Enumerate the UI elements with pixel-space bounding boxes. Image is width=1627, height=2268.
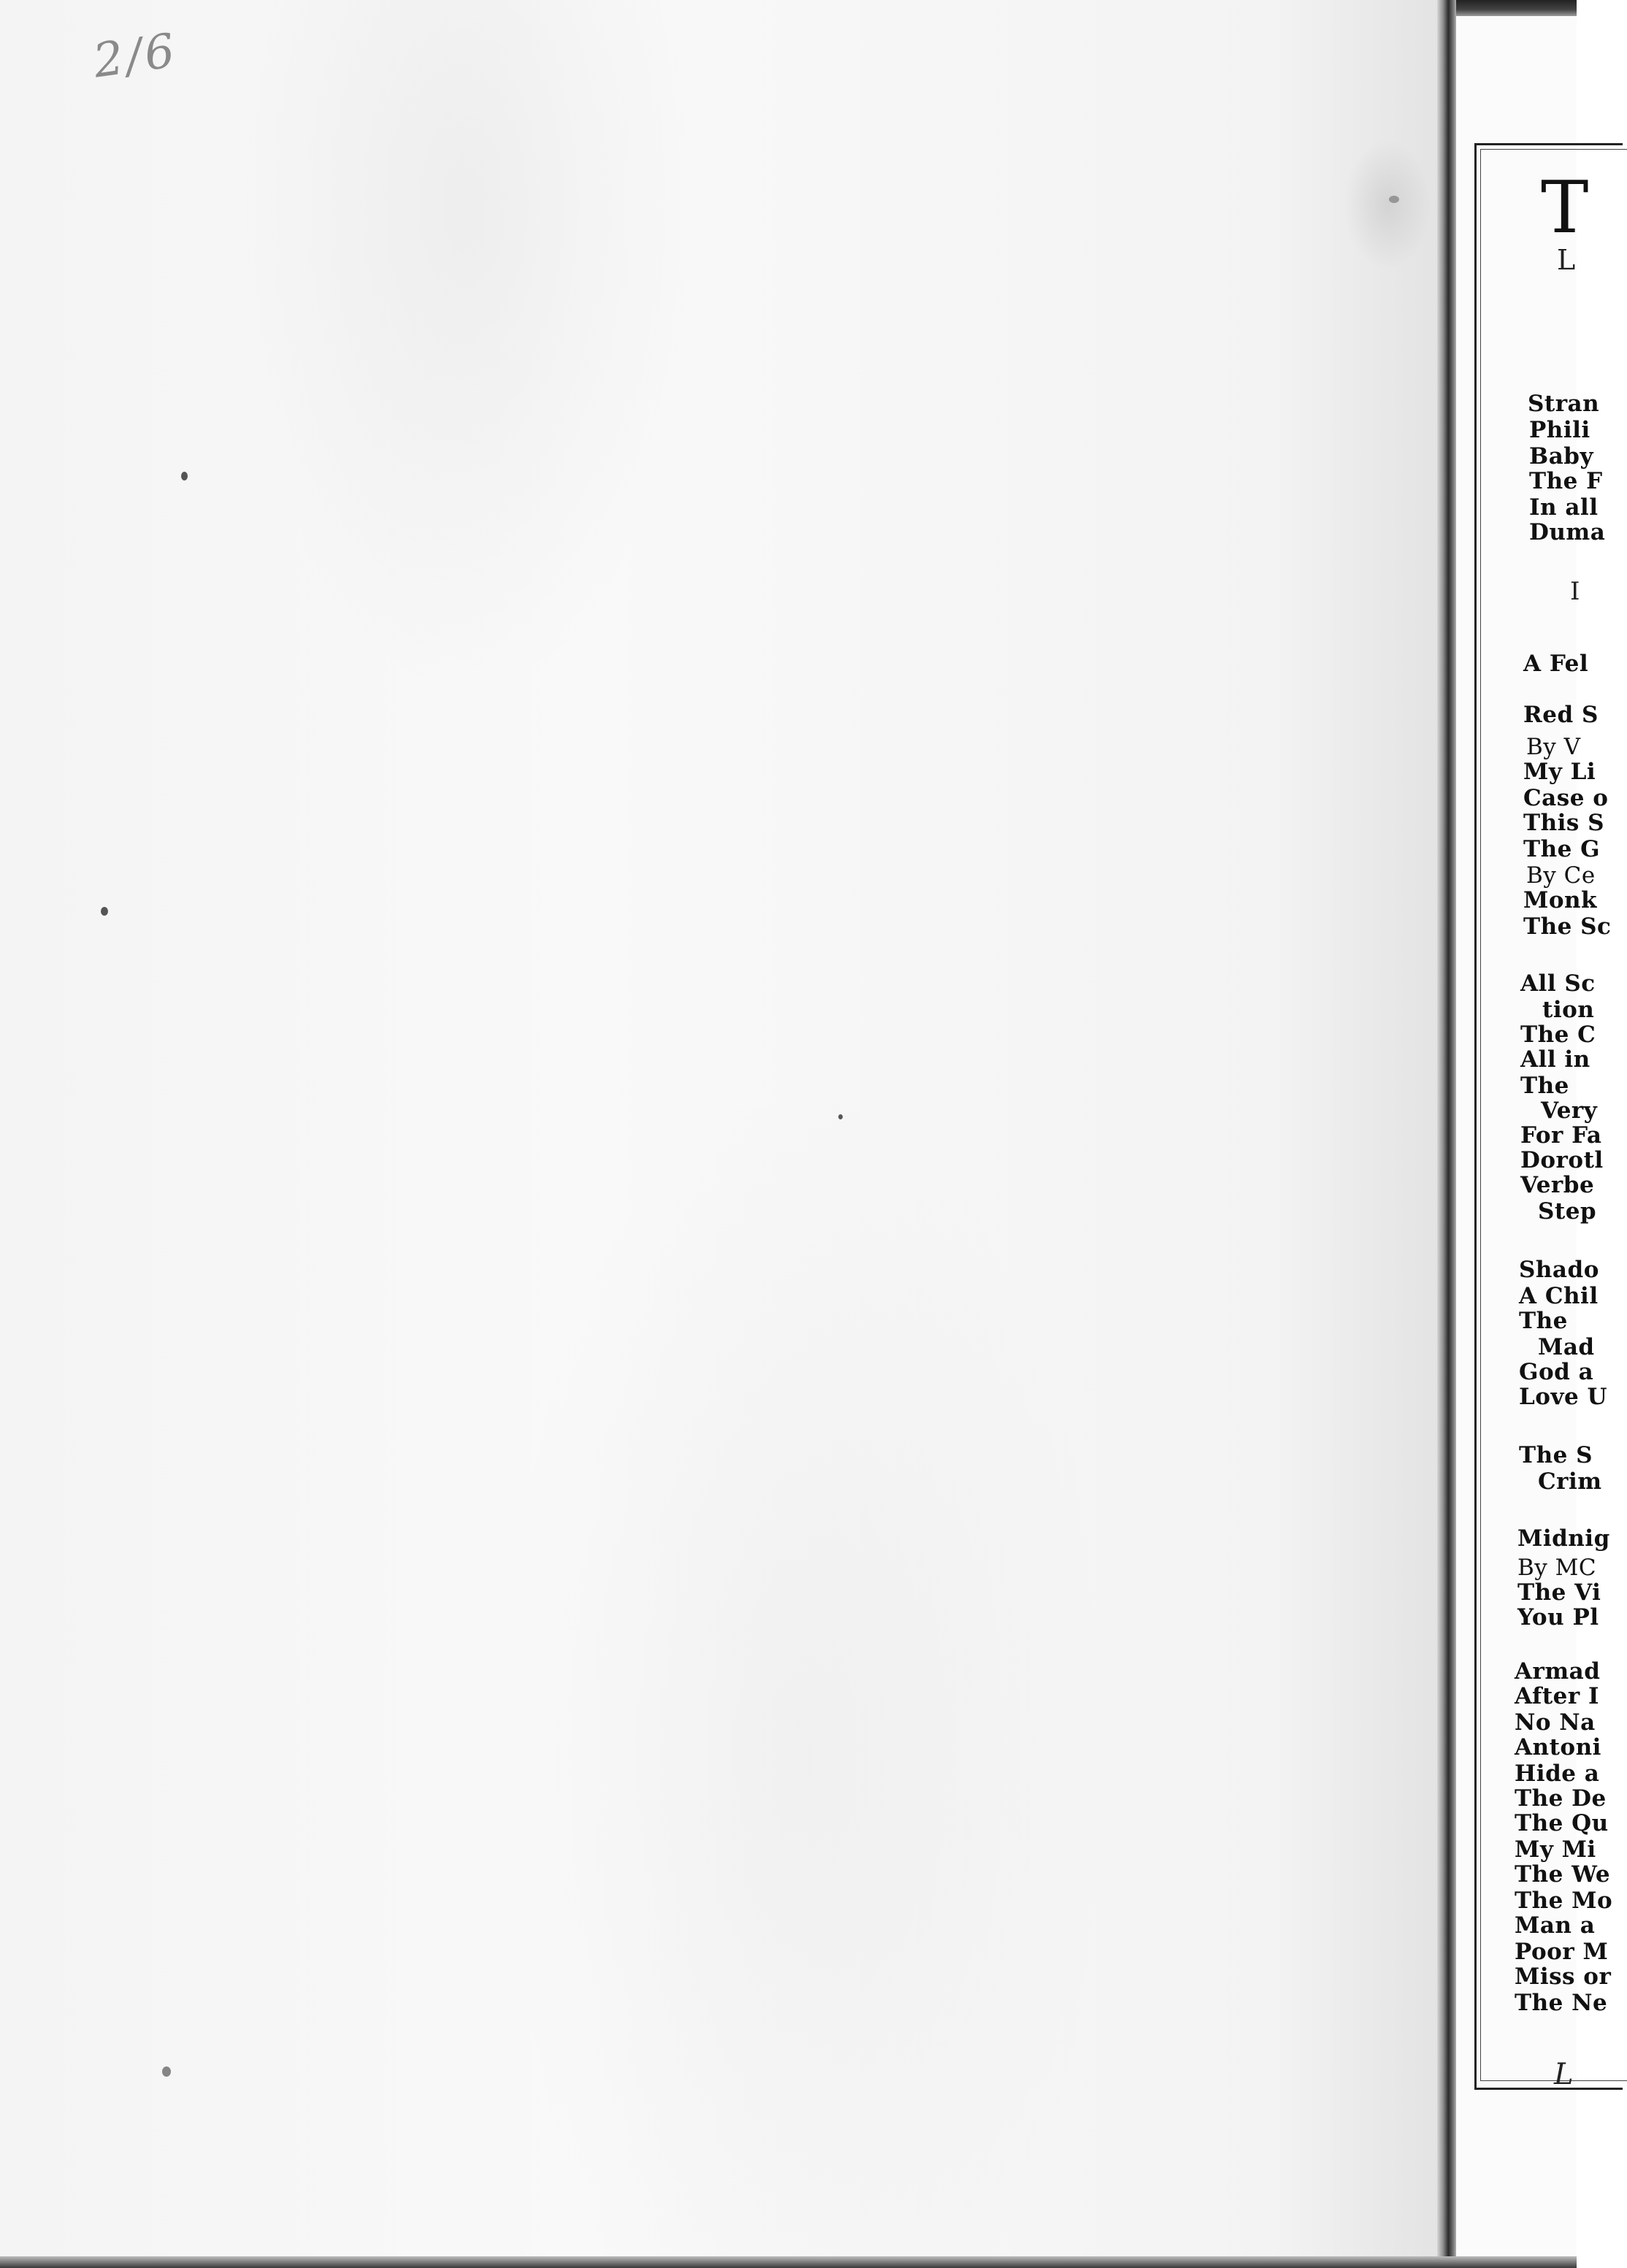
book-title-entry: All Sc [1520,970,1596,997]
book-title-entry: God a [1519,1359,1594,1385]
book-title-entry: This S [1523,810,1605,836]
book-title-entry: In all [1529,494,1599,521]
book-title-entry: Love U [1519,1384,1608,1410]
book-title-entry: A Fel [1523,651,1589,677]
book-title-entry: By V [1526,734,1581,760]
book-title-entry: All in [1520,1046,1590,1073]
book-title-entry: The Vi [1517,1579,1601,1606]
book-title-entry: You Pl [1517,1604,1599,1631]
book-title-entry: Shado [1519,1257,1599,1283]
book-title-entry: No Na [1515,1709,1596,1736]
book-title-entry: The C [1520,1022,1596,1048]
book-title-entry: Duma [1529,519,1606,545]
book-title-entry: For Fa [1520,1122,1602,1149]
book-title-entry: Midnig [1517,1525,1610,1552]
book-title-entry: The F [1529,468,1603,494]
book-title-entry: Mad [1538,1334,1595,1360]
book-title-entry: Dorotl [1520,1147,1604,1173]
book-title-entry: The [1520,1073,1569,1099]
book-title-entry: The We [1515,1861,1611,1888]
book-title-entry: The [1519,1308,1568,1334]
book-title-entry: The S [1519,1442,1593,1468]
book-title-entry: Miss or [1515,1964,1612,1990]
book-title-entry: Hide a [1515,1761,1600,1787]
book-gutter [1437,0,1458,2268]
book-title-entry: tion [1542,997,1595,1023]
handwritten-shelf-mark: 2/6 [90,23,181,89]
paper-speck [101,907,108,916]
book-title-entry: Phili [1529,417,1590,443]
paper-speck [1389,196,1399,203]
book-title-entry: The Qu [1515,1810,1609,1836]
book-title-entry: My Mi [1515,1836,1596,1863]
book-title-entry: Very [1541,1097,1598,1124]
page-bottom-edge [0,2256,1577,2268]
book-title-entry: The Ne [1515,1990,1608,2016]
book-title-entry: The Mo [1515,1888,1613,1914]
book-title-entry: The De [1515,1785,1607,1812]
book-title-entry: Crim [1538,1468,1602,1495]
book-title-entry: By MC [1517,1555,1597,1581]
advertisement-section-initial: I [1570,577,1580,606]
paper-speck [181,472,188,480]
book-title-entry: Man a [1515,1912,1596,1939]
book-title-entry: By Ce [1526,862,1596,889]
advertisement-inner-border [1480,149,1627,2081]
book-title-entry: Verbe [1520,1172,1595,1198]
book-title-entry: Baby [1529,443,1593,470]
book-title-entry: Step [1538,1198,1597,1225]
book-title-entry: Monk [1523,887,1598,913]
book-title-entry: Red S [1523,702,1599,728]
book-title-entry: Antoni [1515,1734,1601,1761]
book-title-entry: The Sc [1523,913,1612,940]
book-title-entry: The G [1523,836,1601,862]
book-title-entry: Armad [1515,1658,1601,1685]
book-title-entry: My Li [1523,759,1596,785]
paper-speck [838,1114,843,1119]
book-title-entry: After I [1515,1683,1600,1709]
advertisement-footer: L [1554,2058,1574,2091]
paper-speck [162,2066,171,2077]
advertisement-subtitle: L [1557,244,1576,276]
right-page-top-shadow [1456,0,1577,16]
book-title-entry: Poor M [1515,1939,1609,1965]
book-title-entry: Stran [1528,391,1600,417]
book-title-entry: Case o [1523,785,1609,811]
book-title-entry: A Chil [1519,1283,1599,1309]
advertisement-title: T [1541,166,1589,250]
